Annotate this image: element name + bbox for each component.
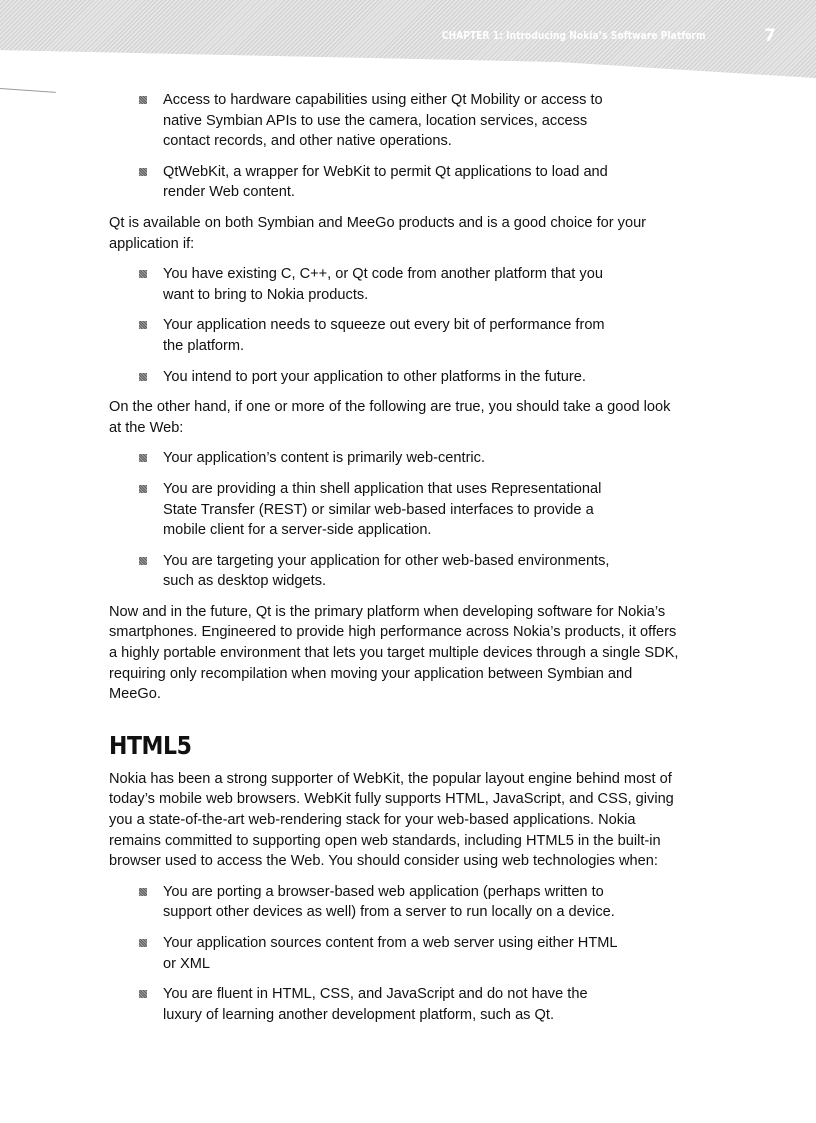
bullet-item [109, 264, 709, 305]
bullet-list [109, 90, 709, 203]
square-bullet-icon [139, 888, 147, 896]
bullet-list [109, 448, 709, 592]
bullet-line: State Transfer (REST) or similar web-based interfaces to provide a [163, 501, 594, 518]
bullet-item [109, 933, 709, 974]
paragraph-line: remains committed to supporting open web standards, including HTML5 in the built-in [109, 832, 661, 849]
square-bullet-icon [139, 96, 147, 104]
bullet-item [109, 90, 709, 152]
bullet-line: Your application needs to squeeze out every bit of performance from [163, 317, 605, 334]
paragraph-line: On the other hand, if one or more of the following are true, you should take a good look [109, 399, 671, 416]
paragraph [109, 602, 709, 705]
page-body [109, 90, 709, 1035]
square-bullet-icon [139, 321, 147, 329]
bullet-line: You are fluent in HTML, CSS, and JavaScript and do not have the [163, 986, 588, 1003]
bullet-line: You intend to port your application to other platforms in the future. [163, 368, 586, 385]
bullet-line: native Symbian APIs to use the camera, location services, access [163, 112, 588, 129]
paragraph-line: at the Web: [109, 419, 184, 436]
bullet-line: QtWebKit, a wrapper for WebKit to permit Qt applications to load and [163, 163, 608, 180]
paragraph-line: smartphones. Engineered to provide high performance across Nokia’s products, it offers [109, 624, 677, 641]
section-heading-html5: HTML5 [109, 730, 192, 760]
bullet-line: contact records, and other native operations. [163, 133, 452, 150]
page-number: 7 [764, 26, 776, 46]
bullet-line: Your application sources content from a web server using either HTML [163, 935, 618, 951]
square-bullet-icon [139, 168, 147, 176]
paragraph [109, 397, 709, 438]
bullet-line: support other devices as well) from a server to run locally on a device. [163, 904, 615, 921]
square-bullet-icon [139, 990, 147, 998]
bullet-item [109, 479, 709, 541]
square-bullet-icon [139, 939, 147, 947]
paragraph-line: a highly portable environment that lets you target multiple devices through a single SDK, [109, 645, 679, 662]
bullet-list [109, 882, 709, 1026]
bullet-line: luxury of learning another development platform, such as Qt. [163, 1006, 554, 1023]
margin-rule [0, 88, 56, 93]
paragraph-line: browser used to access the Web. You should consider using web technologies when: [109, 853, 658, 870]
bullet-line: Access to hardware capabilities using either Qt Mobility or access to [163, 92, 603, 108]
bullet-line: render Web content. [163, 184, 295, 201]
bullet-line: such as desktop widgets. [163, 573, 327, 590]
paragraph-line: today’s mobile web browsers. WebKit fully supports HTML, JavaScript, and CSS, giving [109, 791, 674, 808]
paragraph [109, 769, 709, 872]
bullet-item [109, 448, 709, 469]
bullet-line: or XML [163, 955, 211, 972]
chapter-title: CHAPTER 1: Introducing Nokia’s Software Platform [442, 30, 706, 42]
square-bullet-icon [139, 485, 147, 493]
square-bullet-icon [139, 373, 147, 381]
paragraph-line: requiring only recompilation when moving your application between Symbian and [109, 665, 633, 682]
paragraph-line: MeeGo. [109, 686, 161, 703]
bullet-line: You are targeting your application for other web-based environments, [163, 552, 610, 569]
square-bullet-icon [139, 454, 147, 462]
paragraph-line: you a state-of-the-art web-rendering stack for your web-based applications. Nokia [109, 812, 636, 829]
paragraph-line: Qt is available on both Symbian and MeeGo products and is a good choice for your [109, 214, 647, 231]
square-bullet-icon [139, 270, 147, 278]
paragraph [109, 213, 709, 254]
bullet-item [109, 162, 709, 203]
bullet-item [109, 984, 709, 1025]
bullet-line: You are porting a browser-based web application (perhaps written to [163, 883, 604, 900]
paragraph-line: application if: [109, 235, 195, 252]
bullet-item [109, 315, 709, 356]
bullet-line: mobile client for a server-side application. [163, 522, 432, 539]
bullet-line: the platform. [163, 337, 245, 354]
bullet-item [109, 882, 709, 923]
bullet-line: You have existing C, C++, or Qt code from another platform that you [163, 266, 603, 283]
bullet-list [109, 264, 709, 387]
bullet-item [109, 367, 709, 388]
square-bullet-icon [139, 557, 147, 565]
paragraph-line: Now and in the future, Qt is the primary platform when developing software for Nokia’s [109, 603, 666, 620]
bullet-line: want to bring to Nokia products. [163, 286, 369, 303]
paragraph-line: Nokia has been a strong supporter of WebKit, the popular layout engine behind most of [109, 770, 672, 787]
bullet-line: Your application’s content is primarily web-centric. [163, 450, 486, 467]
bullet-item [109, 551, 709, 592]
bullet-line: You are providing a thin shell application that uses Representational [163, 480, 602, 497]
